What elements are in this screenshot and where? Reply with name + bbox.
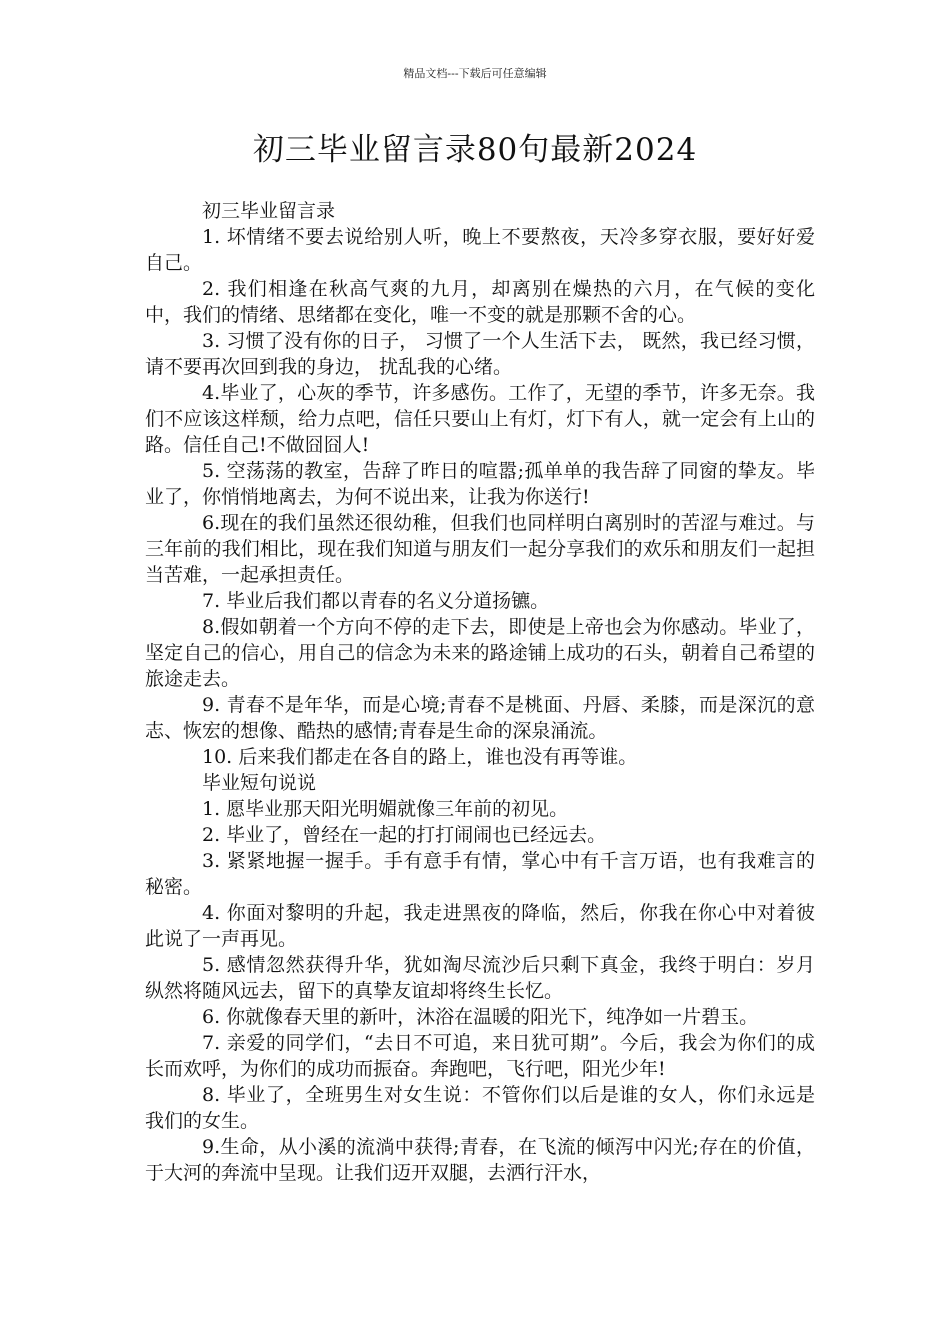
list-item: 8.假如朝着一个方向不停的走下去，即使是上帝也会为你感动。毕业了，坚定自己的信心，用自己的信念为未来的路途铺上成功的石头，朝着自己希望的旅途走去。 <box>145 616 815 690</box>
page-header: 精品文档---下载后可任意编辑 <box>403 67 547 80</box>
list-item: 7. 毕业后我们都以青春的名义分道扬镳。 <box>202 590 550 612</box>
list-item: 9.生命，从小溪的流淌中获得;青春，在飞流的倾泻中闪光;存在的价值，于大河的奔流中呈现。让我们迈开双腿，去洒行汗水， <box>145 1136 815 1184</box>
list-item: 6. 你就像春天里的新叶，沐浴在温暖的阳光下，纯净如一片碧玉。 <box>202 1006 759 1028</box>
list-item: 5. 感情忽然获得升华，犹如淘尽流沙后只剩下真金，我终于明白：岁月纵然将随风远去，留下的真挚友谊却将终生长忆。 <box>145 954 815 1002</box>
list-item: 2. 我们相逢在秋高气爽的九月，却离别在燥热的六月，在气候的变化中，我们的情绪、思绪都在变化，唯一不变的就是那颗不舍的心。 <box>145 278 815 326</box>
list-item: 6.现在的我们虽然还很幼稚，但我们也同样明白离别时的苦涩与难过。与三年前的我们相比，现在我们知道与朋友们一起分享我们的欢乐和朋友们一起担当苦难，一起承担责任。 <box>145 512 815 586</box>
document-title: 初三毕业留言录80句最新2024 <box>252 132 698 168</box>
list-item: 3. 习惯了没有你的日子， 习惯了一个人生活下去， 既然，我已经习惯， 请不要再次回到我的身边， 扰乱我的心绪。 <box>145 330 815 378</box>
document-body <box>145 198 815 1186</box>
list-item: 9. 青春不是年华，而是心境;青春不是桃面、丹唇、柔膝，而是深沉的意志、恢宏的想像、酷热的感情;青春是生命的深泉涌流。 <box>145 694 815 742</box>
list-item: 5. 空荡荡的教室，告辞了昨日的喧嚣;孤单单的我告辞了同窗的挚友。毕业了，你悄悄地离去，为何不说出来，让我为你送行! <box>145 460 815 508</box>
list-item: 3. 紧紧地握一握手。手有意手有情，掌心中有千言万语，也有我难言的秘密。 <box>145 850 815 898</box>
list-item: 4.毕业了，心灰的季节，许多感伤。工作了，无望的季节，许多无奈。我们不应该这样颓，给力点吧，信任只要山上有灯，灯下有人，就一定会有上山的路。信任自己!不做囧囧人! <box>145 382 815 456</box>
list-item: 1. 坏情绪不要去说给别人听，晚上不要熬夜，天冷多穿衣服，要好好爱自己。 <box>145 226 815 274</box>
list-item: 8. 毕业了，全班男生对女生说：不管你们以后是谁的女人，你们永远是我们的女生。 <box>145 1084 815 1132</box>
section-heading: 毕业短句说说 <box>202 772 317 794</box>
list-item: 10. 后来我们都走在各自的路上，谁也没有再等谁。 <box>202 746 638 768</box>
list-item: 7. 亲爱的同学们，“去日不可追，来日犹可期”。今后，我会为你们的成长而欢呼，为你们的成功而振奋。奔跑吧，飞行吧，阳光少年! <box>145 1032 815 1080</box>
list-item: 2. 毕业了，曾经在一起的打打闹闹也已经远去。 <box>202 824 607 846</box>
section-heading: 初三毕业留言录 <box>202 200 336 222</box>
list-item: 4. 你面对黎明的升起，我走进黑夜的降临，然后，你我在你心中对着彼此说了一声再见。 <box>145 902 815 950</box>
list-item: 1. 愿毕业那天阳光明媚就像三年前的初见。 <box>202 798 569 820</box>
